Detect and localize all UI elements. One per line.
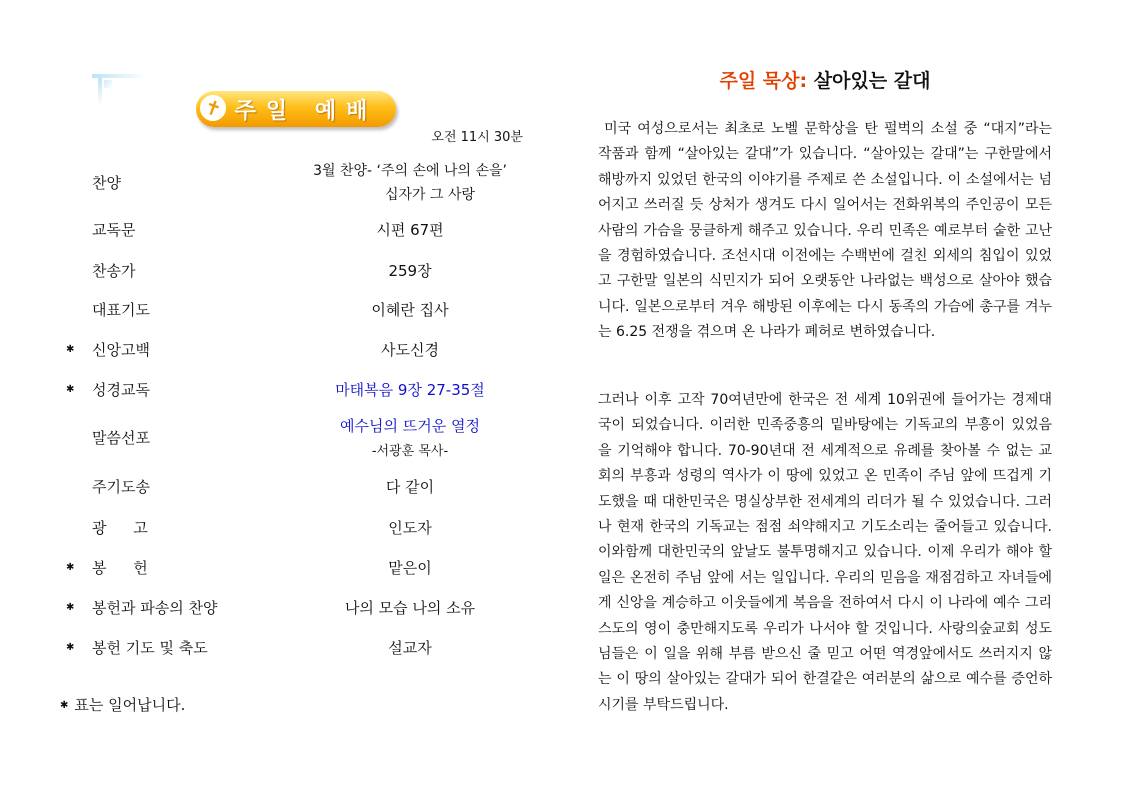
order-item-name: 신앙고백 <box>92 340 150 359</box>
asterisk-bullet-icon: ✱ <box>60 700 69 711</box>
order-item-value <box>250 209 570 249</box>
order-row-announcements <box>60 507 530 547</box>
asterisk-bullet-icon: ✱ <box>66 561 75 573</box>
asterisk-bullet-icon: ✱ <box>66 343 75 355</box>
order-item-value-line1: 설교자 <box>388 638 432 657</box>
order-row-lords-prayer <box>60 466 530 506</box>
order-item-value-line1: 시편 67편 <box>376 220 444 239</box>
order-item-value-line1: 이혜란 집사 <box>371 300 449 319</box>
order-item-name: 찬송가 <box>92 261 136 280</box>
meditation-paragraph-2: 그러나 이후 고작 70여년만에 한국은 전 세계 10위권에 들어가는 경제대국이 되었습니다. 이러한 민족중흥의 밑바탕에는 기독교의 부흥이 있었음을 기억해야 합니다. 70-90년대 전 세계적으로 유례를 찾아볼 수 없는 교회의 부흥과 성령의 역사가 이 땅에 있었고 온 민족이 주님 앞에 뜨겁게 기도했을 때 대한민국은 명실상부한 전세계의 리더가 될 수 있었습니다. 그러나 현재 한국의 기독교는 점점 쇠약해지고 기도소리는 줄어들고 있습니다. 이와함께 대한민국의 앞날도 불투명해지고 있습니다. 이제 우리가 해야 할 일은 온전히 주님 앞에 서는 일입니다. 우리의 믿음을 재점검하고 자녀들에게 신앙을 계승하고 이웃들에게 복음을 전하여서 다시 이 나라에 예수 그리스도의 영이 충만해지도록 우리가 나서야 할 것입니다. 사랑의숲교회 성도님들은 이 일을 위해 부름 받으신 줄 믿고 어떤 역경앞에서도 쓰러지지 않는 이 땅의 살아있는 갈대가 되어 한결같은 여러분의 삶으로 예수를 증언하시기를 부탁드립니다. <box>598 392 1052 713</box>
order-item-name: 광 고 <box>92 518 148 537</box>
meditation-title <box>598 66 1052 93</box>
order-item-value <box>250 627 570 667</box>
order-item-value-line1: 사도신경 <box>381 340 439 359</box>
order-row-creed <box>60 329 530 369</box>
order-item-name: 말씀선포 <box>92 428 150 447</box>
order-row-prayer <box>60 289 530 329</box>
order-row-scripture <box>60 369 530 409</box>
order-item-value-line1: 맡은이 <box>388 558 432 577</box>
order-row-sermon <box>60 414 530 460</box>
order-item-name: 봉헌과 파송의 찬양 <box>92 598 218 617</box>
asterisk-bullet-icon: ✱ <box>66 383 75 395</box>
cross-icon: ✝ <box>196 91 229 124</box>
meditation-title-main: 살아있는 갈대 <box>813 70 931 92</box>
order-item-value-line1: 259장 <box>388 261 432 280</box>
order-item-name: 찬양 <box>92 173 121 192</box>
footnote-text: 표는 일어납니다. <box>74 696 186 714</box>
order-row-benediction <box>60 627 530 667</box>
order-item-name: 대표기도 <box>92 300 150 319</box>
order-item-value-line1: 다 같이 <box>385 477 435 496</box>
order-row-responsive-reading <box>60 209 530 249</box>
meditation-title-prefix: 주일 묵상: <box>719 70 808 92</box>
order-item-name: 봉헌 기도 및 축도 <box>92 638 208 657</box>
meditation-paragraph-1: 미국 여성으로서는 최초로 노벨 문학상을 탄 펄벅의 소설 중 “대지”라는 작품과 함께 “살아있는 갈대”가 있습니다. “살아있는 갈대”는 구한말에서 해방까지 있었던 한국의 이야기를 주제로 쓴 소설입니다. 이 소설에서는 넘어지고 쓰러질 듯 상처가 생겨도 다시 일어서는 전화위복의 주인공이 모든 사람의 가슴을 뭉클하게 해주고 있습니다. 우리 민족은 예로부터 숱한 고난을 경험하였습니다. 조선시대 이전에는 수백번에 걸친 외세의 침입이 있었고 구한말 일본의 식민지가 되어 오랫동안 나라없는 백성으로 살아야 했습니다. 일본으로부터 겨우 해방된 이후에는 다시 동족의 가슴에 총구를 겨누는 6.25 전쟁을 겪으며 온 나라가 폐허로 변하였습니다. <box>598 121 1057 341</box>
order-item-value <box>250 547 570 587</box>
order-item-value <box>250 250 570 290</box>
order-item-name: 봉 헌 <box>92 558 148 577</box>
order-item-value-line2: 십자가 그 사랑 <box>384 187 476 203</box>
order-item-value <box>250 369 570 409</box>
order-item-value <box>250 289 570 329</box>
order-item-name: 주기도송 <box>92 477 150 496</box>
order-item-name: 성경교독 <box>92 380 150 399</box>
asterisk-bullet-icon: ✱ <box>66 641 75 653</box>
corner-decoration <box>92 74 148 106</box>
asterisk-bullet-icon: ✱ <box>66 601 75 613</box>
sermon-preacher: -서광훈 목사- <box>371 444 449 459</box>
scripture-reference: 마태복음 9장 27-35절 <box>335 380 485 399</box>
order-row-offering-song <box>60 587 530 627</box>
order-item-value <box>250 329 570 369</box>
order-item-value <box>250 507 570 547</box>
order-item-value <box>250 587 570 627</box>
order-item-value-line1: 인도자 <box>388 518 432 537</box>
order-item-name: 교독문 <box>92 220 136 239</box>
order-item-value-line1: 나의 모습 나의 소유 <box>344 598 476 617</box>
order-row-offering <box>60 547 530 587</box>
order-item-value <box>250 466 570 506</box>
order-item-value-line1: 3월 찬양- ‘주의 손에 나의 손을’ <box>313 163 507 179</box>
standing-footnote <box>60 694 185 715</box>
service-title-badge <box>196 91 396 127</box>
order-row-hymn <box>60 250 530 290</box>
order-row-praise <box>60 162 530 202</box>
sermon-title: 예수님의 뜨거운 열정 <box>340 417 480 435</box>
service-title: 주일 예배 <box>234 98 378 124</box>
service-time: 오전 11시 30분 <box>431 130 523 145</box>
order-item-value <box>250 414 570 460</box>
order-item-value <box>250 162 570 202</box>
